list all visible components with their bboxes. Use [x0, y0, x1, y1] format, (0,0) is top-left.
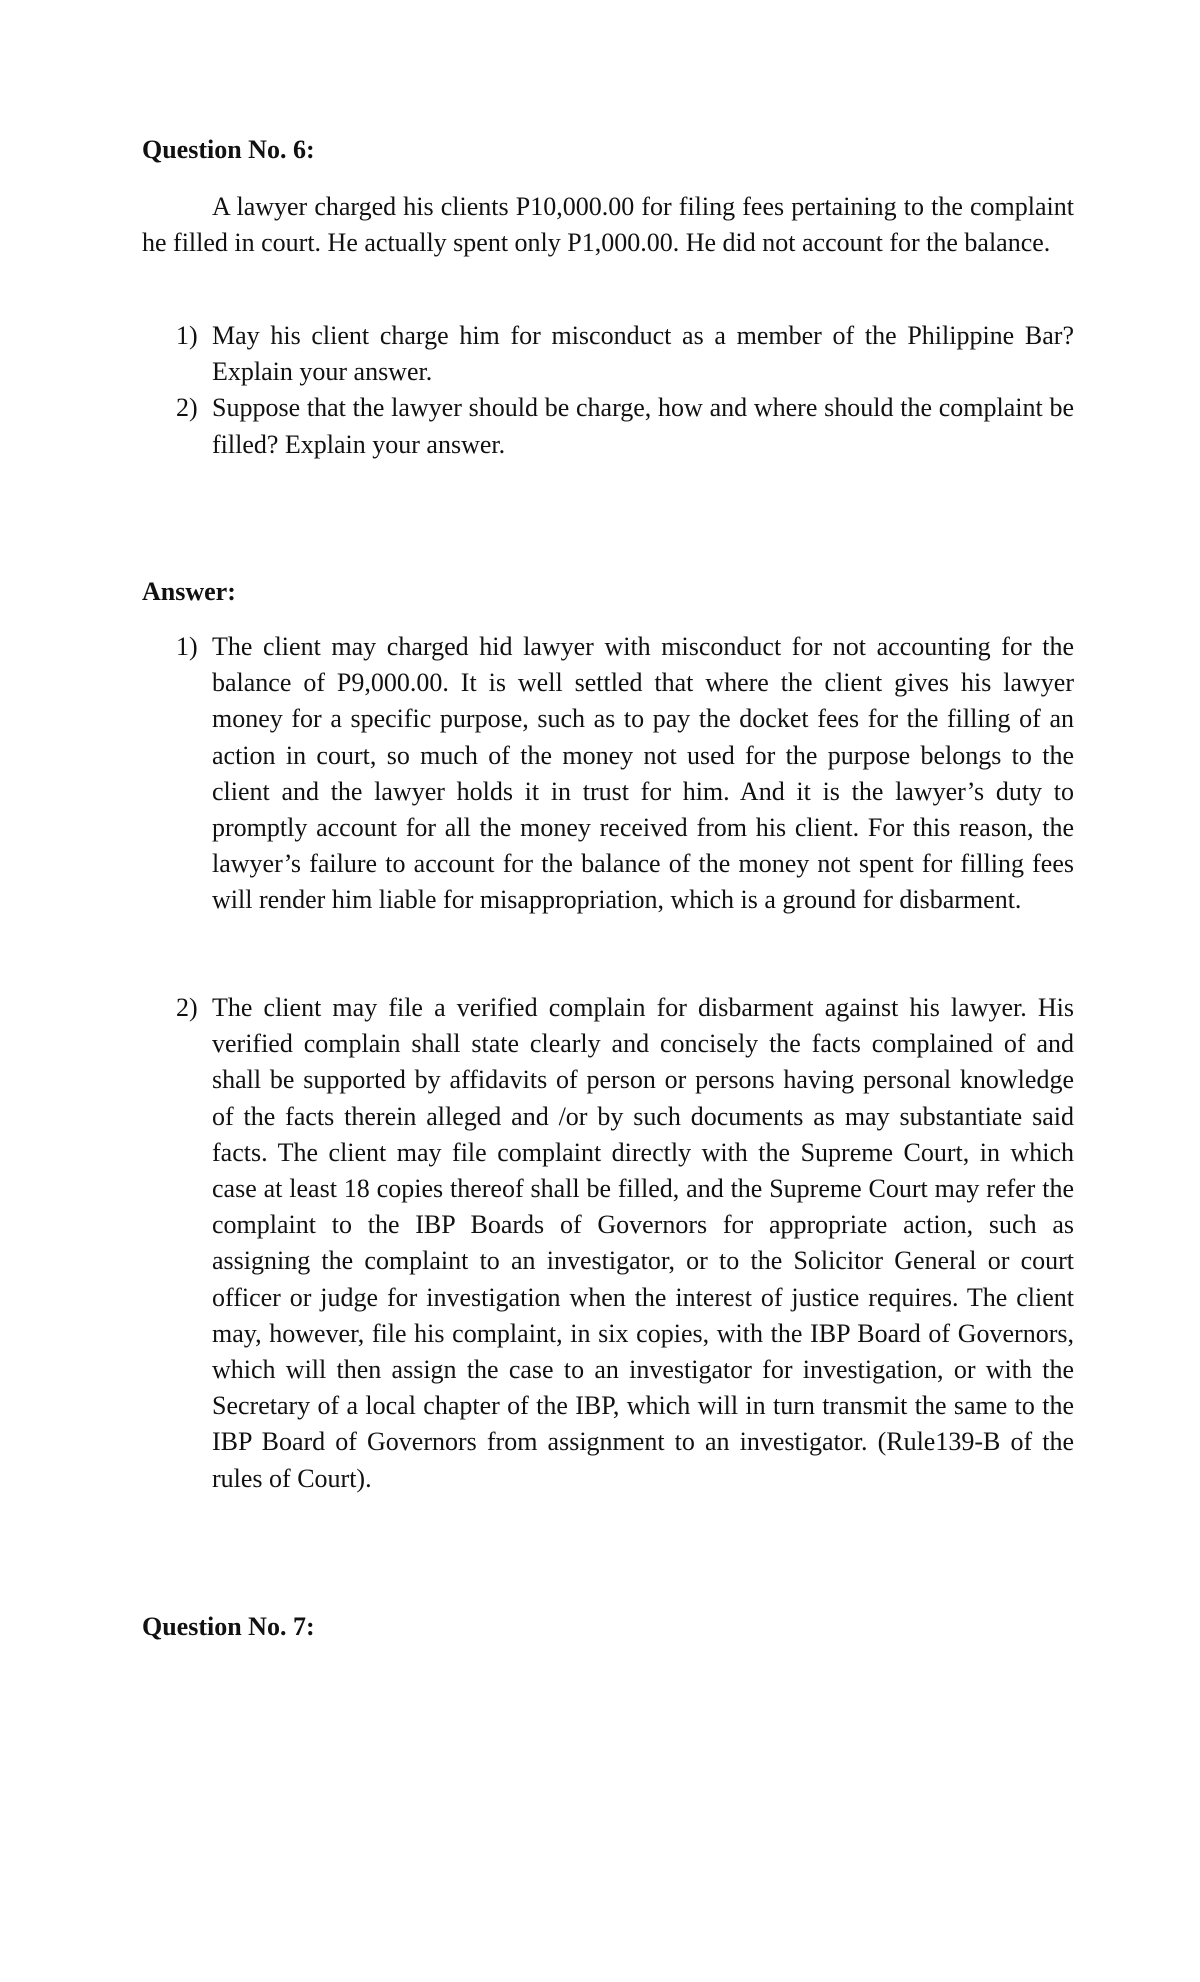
question-6-list [142, 318, 1074, 463]
list-item-number: 2) [176, 393, 198, 423]
list-item-number: 2) [176, 993, 198, 1022]
list-item-text: The client may charged hid lawyer with misconduct for not accounting for the balance of P9,000.00. It is well settled that where the client gives his lawyer money for a specific purpose, such as to pay the docket fees for the filling of an action in court, so much of the money not used for the purpose belongs to the client and the lawyer holds it in trust for him. And it is the lawyer’s duty to promptly account for all the money received from his client. For this reason, the lawyer’s failure to account for the balance of the money not spent for filling fees will render him liable for misappropriation, which is a ground for disbarment. [212, 632, 1074, 915]
answer-heading: Answer: [142, 577, 236, 606]
list-item [142, 629, 1074, 919]
question-6-intro: A lawyer charged his clients P10,000.00 for filing fees pertaining to the complaint he filled in court. He actually spent only P1,000.00. He did not account for the balance. [142, 192, 1074, 258]
question-6-heading: Question No. 6: [142, 135, 315, 164]
answer-item-2-list [142, 990, 1074, 1497]
list-item-number: 1) [176, 321, 198, 350]
list-item-text: Suppose that the lawyer should be charge, how and where should the complaint be filled? Explain your answer. [212, 393, 1074, 459]
list-item [142, 990, 1074, 1497]
answer-item-1-list [142, 629, 1074, 919]
list-item-text: May his client charge him for misconduct as a member of the Philippine Bar? Explain your answer. [212, 321, 1074, 387]
list-item-text: The client may file a verified complain for disbarment against his lawyer. His verified complain shall state clearly and concisely the facts complained of and shall be supported by affidavits of person or persons having personal knowledge of the facts therein alleged and /or by such documents as may substantiate said facts. The client may file complaint directly with the Supreme Court, in which case at least 18 copies thereof shall be filled, and the Supreme Court may refer the complaint to the IBP Boards of Governors for appropriate action, such as assigning the complaint to an investigator, or to the Solicitor General or court officer or judge for investigation when the interest of justice requires. The client may, however, file his complaint, in six copies, with the IBP Board of Governors, which will then assign the case to an investigator for investigation, or with the Secretary of a local chapter of the IBP, which will in turn transmit the same to the IBP Board of Governors from assignment to an investigator. (Rule139-B of the rules of Court). [212, 993, 1074, 1493]
list-item [142, 318, 1074, 390]
list-item-number: 1) [176, 632, 198, 661]
list-item [142, 390, 1074, 462]
question-7-heading: Question No. 7: [142, 1612, 315, 1641]
